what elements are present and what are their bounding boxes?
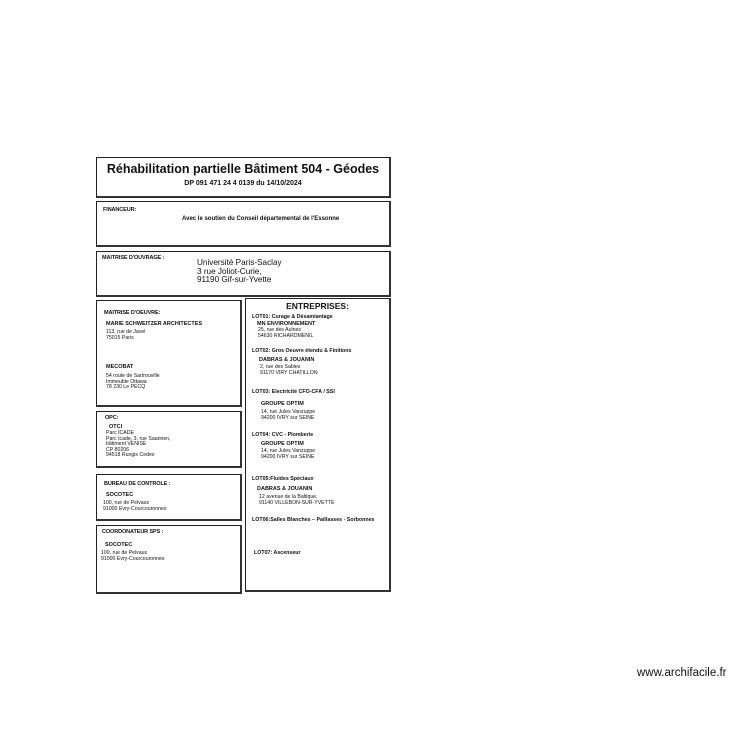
company-address: 2, rue des Sables 91170 VIRY CHATILLON bbox=[260, 364, 318, 376]
entreprises-box bbox=[245, 298, 391, 592]
financeur-label: FINANCEUR: bbox=[103, 207, 137, 213]
company-address: 113, rue de Javel 75015 Paris bbox=[106, 329, 146, 341]
company-name: MN ENVIRONNEMENT bbox=[257, 321, 316, 327]
lot-label: LOT04: CVC - Plomberie bbox=[252, 432, 314, 438]
company-address: 100, rue de Pelvaux 91000 Evry-Courcouronnes bbox=[101, 550, 165, 562]
maitrise-oeuvre-box bbox=[96, 300, 242, 407]
company-name: OTCI bbox=[109, 424, 123, 430]
financeur-box bbox=[96, 201, 391, 247]
watermark: www.archifacile.fr bbox=[637, 667, 727, 679]
lot-label: LOT03: Electricité CFO-CFA / SSI bbox=[252, 389, 335, 395]
company-name: SOCOTEC bbox=[106, 492, 134, 498]
opc-label: OPC: bbox=[105, 415, 119, 421]
company-name: GROUPE OPTIM bbox=[261, 441, 304, 447]
opc-box bbox=[96, 411, 242, 468]
bureau-controle-box bbox=[96, 474, 242, 521]
company-address: 12 avenue de la Baltique, 91140 VILLEBON-SUR-YVETTE bbox=[259, 494, 335, 506]
company-address: Parc ICADE Parc Icade, 3, rue Saarinen, bâtiment VENISE CP 80206 94518 Rungis Cedex bbox=[106, 430, 171, 459]
company-address: 25, rue des Aulnes 54630 RICHARDMENIL bbox=[258, 327, 314, 339]
lot-label: LOT01: Curage & Désamiantage bbox=[252, 314, 333, 320]
coordonnateur-sps-box bbox=[96, 525, 242, 594]
company-address: 100, rue de Pelvaux 91000 Evry-Courcouronnes bbox=[103, 500, 167, 512]
coordonnateur-sps-label: COORDONATEUR SPS : bbox=[102, 529, 164, 535]
company-address: 54 route de Sartrouville Immeuble Ottawa 78 230 Le PECQ bbox=[106, 373, 160, 391]
financeur-text: Avec le soutien du Conseil départemental de l'Essonne bbox=[182, 216, 340, 222]
entreprises-title: ENTREPRISES: bbox=[286, 301, 349, 311]
company-address: 14, rue Jules Vanzuppe 94200 IVRY sur SEINE bbox=[261, 448, 316, 460]
company-name: SOCOTEC bbox=[105, 542, 133, 548]
bureau-controle-label: BUREAU DE CONTROLE : bbox=[104, 481, 171, 487]
page-title: Réhabilitation partielle Bâtiment 504 - Géodes bbox=[106, 162, 380, 176]
permit-reference: DP 091 471 24 4 0139 du 14/10/2024 bbox=[184, 180, 302, 187]
company-name: DABRAS & JOUANIN bbox=[259, 357, 315, 363]
company-name: GROUPE OPTIM bbox=[261, 401, 304, 407]
lot-label: LOT07: Ascenseur bbox=[254, 550, 301, 556]
company-name: DABRAS & JOUANIN bbox=[257, 486, 313, 492]
maitrise-oeuvre-label: MAITRISE D'OEUVRE: bbox=[104, 310, 161, 316]
maitrise-ouvrage-address: Université Paris-Saclay 3 rue Joliot-Curie, 91190 Gif-sur-Yvette bbox=[197, 258, 282, 285]
lot-label: LOT06:Salles Blanches – Paillasses - Sorbonnes bbox=[252, 517, 375, 523]
maitrise-ouvrage-box bbox=[96, 251, 391, 297]
company-name: MARIE SCHWEITZER ARCHITECTES bbox=[106, 321, 203, 327]
title-box bbox=[96, 157, 391, 198]
lot-label: LOT05:Fluides Spéciaux bbox=[252, 476, 314, 482]
lot-label: LOT02: Gros Oeuvre étendu & Finitions bbox=[252, 348, 352, 354]
company-address: 14, rue Jules Vanzuppe 94200 IVRY sur SEINE bbox=[261, 409, 316, 421]
company-name: MECOBAT bbox=[106, 364, 134, 370]
maitrise-ouvrage-label: MAITRISE D'OUVRAGE : bbox=[102, 255, 165, 261]
